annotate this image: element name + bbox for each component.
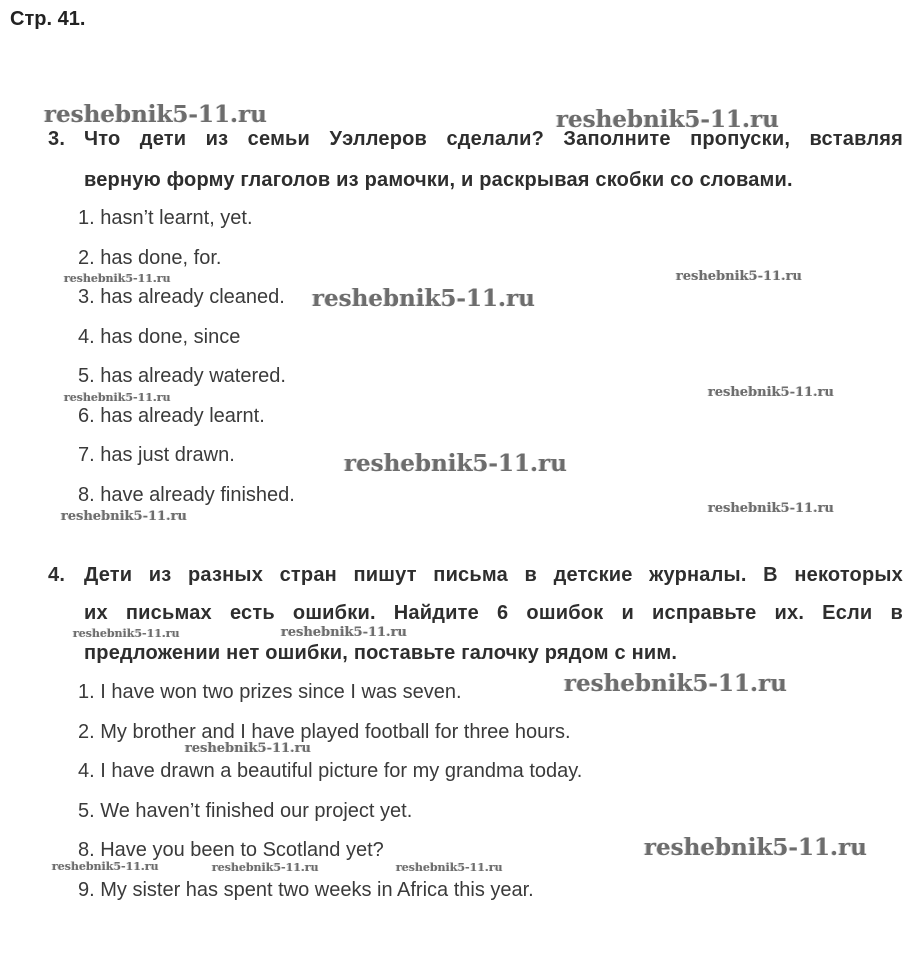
watermark: reshebnik5-11.ru bbox=[185, 741, 312, 756]
watermark: reshebnik5-11.ru bbox=[281, 625, 408, 640]
watermark: reshebnik5-11.ru bbox=[44, 101, 267, 128]
task-4-instruction-line-3: предложении нет ошибки, поставьте галочку рядом с ним. bbox=[84, 642, 678, 664]
watermark: reshebnik5-11.ru bbox=[676, 269, 803, 284]
watermark: reshebnik5-11.ru bbox=[708, 385, 835, 400]
task-4-instruction-line-1: Дети из разных стран пишут письма в детские журналы. В некоторых bbox=[84, 564, 903, 586]
watermark: reshebnik5-11.ru bbox=[61, 509, 188, 524]
watermark: reshebnik5-11.ru bbox=[556, 106, 779, 133]
watermark: reshebnik5-11.ru bbox=[64, 272, 171, 285]
task-3-number: 3. bbox=[48, 128, 66, 150]
watermark: reshebnik5-11.ru bbox=[312, 285, 535, 312]
task-3-answer: 5. has already watered. bbox=[78, 365, 286, 387]
task-3-instruction-line-2: верную форму глаголов из рамочки, и раскрывая скобки со словами. bbox=[84, 169, 793, 191]
watermark: reshebnik5-11.ru bbox=[708, 501, 835, 516]
watermark: reshebnik5-11.ru bbox=[64, 391, 171, 404]
watermark: reshebnik5-11.ru bbox=[644, 834, 867, 861]
task-4-answer: 2. My brother and I have played football for three hours. bbox=[78, 721, 571, 743]
task-3-answer: 4. has done, since bbox=[78, 326, 241, 348]
watermark: reshebnik5-11.ru bbox=[344, 450, 567, 477]
watermark: reshebnik5-11.ru bbox=[564, 670, 787, 697]
watermark: reshebnik5-11.ru bbox=[52, 860, 159, 873]
page-number: Стр. 41. bbox=[10, 8, 86, 30]
task-4-answer: 1. I have won two prizes since I was seven. bbox=[78, 681, 462, 703]
task-4-number: 4. bbox=[48, 564, 66, 586]
task-4-answer: 4. I have drawn a beautiful picture for my grandma today. bbox=[78, 760, 583, 782]
task-3-answer: 2. has done, for. bbox=[78, 247, 222, 269]
task-4-answer: 5. We haven’t finished our project yet. bbox=[78, 800, 413, 822]
watermark: reshebnik5-11.ru bbox=[212, 861, 319, 874]
task-3-answer: 3. has already cleaned. bbox=[78, 286, 285, 308]
task-3-answer: 7. has just drawn. bbox=[78, 444, 235, 466]
watermark: reshebnik5-11.ru bbox=[396, 861, 503, 874]
watermark: reshebnik5-11.ru bbox=[73, 627, 180, 640]
task-4-answer: 8. Have you been to Scotland yet? bbox=[78, 839, 384, 861]
task-4-answer: 9. My sister has spent two weeks in Africa this year. bbox=[78, 879, 534, 901]
task-3-instruction-line-1: Что дети из семьи Уэллеров сделали? Заполните пропуски, вставляя bbox=[84, 128, 903, 150]
task-3-answer: 1. hasn’t learnt, yet. bbox=[78, 207, 253, 229]
task-3-answer: 8. have already finished. bbox=[78, 484, 295, 506]
task-4-instruction-line-2: их письмах есть ошибки. Найдите 6 ошибок и исправьте их. Если в bbox=[84, 602, 903, 624]
task-3-answer: 6. has already learnt. bbox=[78, 405, 265, 427]
